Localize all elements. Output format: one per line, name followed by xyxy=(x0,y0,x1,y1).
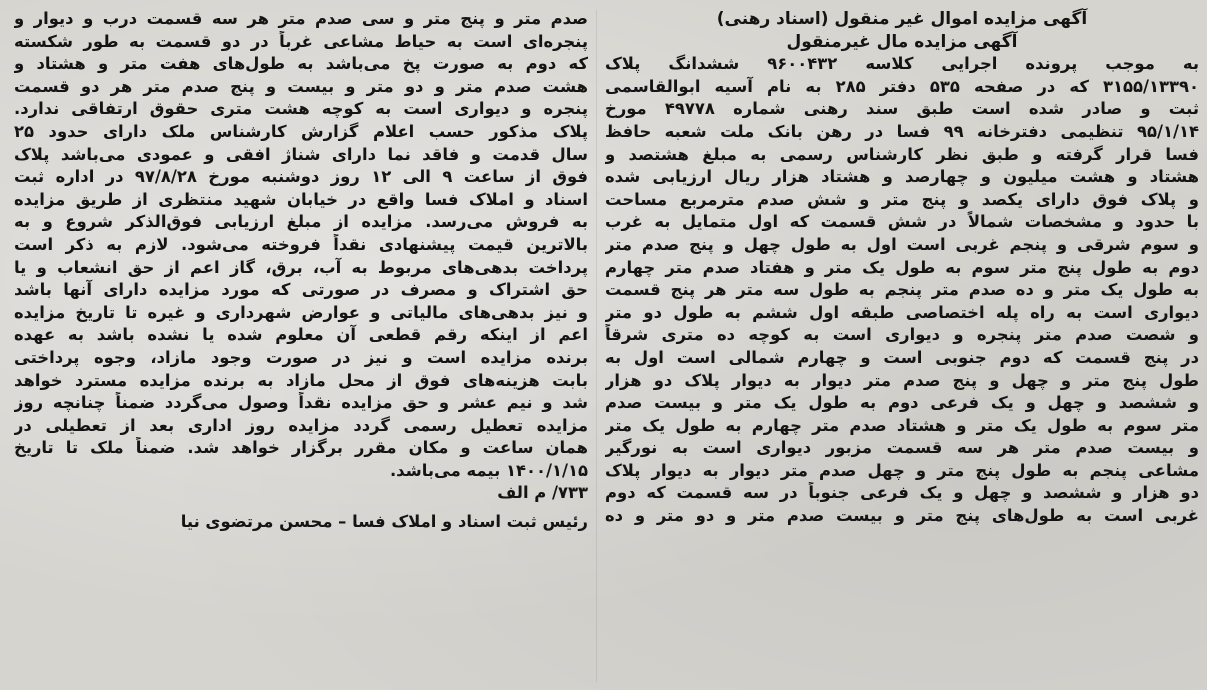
text-line: بالاترین قیمت پیشنهادی نقداً فروخته می‌شود. لازم به ذکر است xyxy=(14,234,588,254)
column-divider xyxy=(596,10,597,682)
text-line: پلاک مذکور حسب اعلام گزارش کارشناس ملک دارای حدود ۲۵ xyxy=(14,121,588,141)
text-line: مزایده تعطیل رسمی گردد مزایده روز اداری بعد از تعطیلی در xyxy=(14,415,588,435)
text-line: پرداخت بدهی‌های مربوط به آب، برق، گاز اعم از حق انشعاب و یا xyxy=(14,257,588,277)
text-line: هشتاد و هشت میلیون و چهارصد و هشتاد هزار ریال ارزیابی شده xyxy=(605,167,1199,187)
text-line: و بیست صدم متر هر سه قسمت مزبور دیواری است به نورگیر xyxy=(605,438,1199,458)
ad-reference: ۷۳۳/ م الف xyxy=(497,483,588,503)
text-line: همان ساعت و مکان مقرر برگزار خواهد شد. ضمناً ملک تا تاریخ xyxy=(14,438,588,458)
text-line: برنده مزایده است و نیز در صورت وجود مازاد، وجوه پرداختی xyxy=(14,347,588,367)
text-line: به موجب پرونده اجرایی کلاسه ۹۶۰۰۴۳۲ ششدانگ پلاک xyxy=(605,54,1199,74)
text-line: پنجره و دیواری است به کوچه هشت متری حقوق ارتفاقی ندارد. xyxy=(14,99,588,119)
text-line: دو هزار و ششصد و چهل و یک فرعی جنوباً در سه قسمت که دوم xyxy=(605,483,1199,503)
text-line: شد و نیم عشر و حق مزایده نقداً وصول می‌گردد ضمناً چنانچه روز xyxy=(14,393,588,413)
text-line: ۱۴۰۰/۱/۱۵ بیمه می‌باشد. xyxy=(389,460,588,480)
left-column xyxy=(14,8,588,534)
text-line: هشت صدم متر و دو متر و بیست و پنج صدم متر هر دو قسمت xyxy=(14,76,588,96)
text-line: سال قدمت و فاقد نما دارای شناژ افقی و عمودی می‌باشد پلاک xyxy=(14,144,588,164)
text-line: و نیز بدهی‌های مالیاتی و عوارض شهرداری و غیره تا تاریخ مزایده xyxy=(14,302,588,322)
text-line: با حدود و مشخصات شمالاً در شش قسمت که اول متمایل به غرب xyxy=(605,212,1199,232)
text-line: در پنج قسمت که دوم جنوبی است و چهارم شمالی است اول به xyxy=(605,347,1199,367)
text-line: ۹۵/۱/۱۴ تنظیمی دفترخانه ۹۹ فسا در رهن بانک ملت شعبه حافظ xyxy=(605,121,1199,141)
text-line: و پلاک فوق دارای یکصد و پنج متر و شش صدم مترمربع مساحت xyxy=(605,189,1199,209)
ad-title-main: آگهی مزایده اموال غیر منقول (اسناد رهنی) xyxy=(716,9,1088,29)
text-line: دیواری است به راه پله اختصاصی طبقه اول ششم به طول دو متر xyxy=(605,302,1199,322)
text-line: اعم از اینکه رقم قطعی آن معلوم شده یا نشده باشد به عهده xyxy=(14,325,588,345)
text-line: صدم متر و پنج متر و سی صدم متر هر سه قسمت درب و دیوار و xyxy=(14,9,588,28)
text-line: ۳۱۵۵/۱۳۳۹۰ که در صفحه ۵۳۵ دفتر ۲۸۵ به نام آسیه ابوالقاسمی xyxy=(605,76,1199,96)
text-line: متر سوم به طول یک متر و هشتاد صدم متر چهارم به طول یک متر xyxy=(605,415,1199,435)
text-line: و سوم شرقی و پنجم غربی است اول به طول چهل و پنج صدم متر xyxy=(605,234,1199,254)
text-line: و ششصد و چهل و یک فرعی دوم به طول یک متر و بیست صدم xyxy=(605,393,1199,413)
text-line: مشاعی پنجم به طول پنج متر و چهل صدم متر دیوار به دیوار پلاک xyxy=(605,460,1199,480)
text-line: ثبت و صادر شده است طبق سند رهنی شماره ۴۹۷۷۸ مورخ xyxy=(605,99,1199,119)
text-line: غربی است به طول‌های پنج متر و بیست صدم متر و دو متر و ده xyxy=(605,506,1199,526)
text-line: فسا قرار گرفته و طبق نظر کارشناس رسمی به مبلغ هشتصد و xyxy=(605,144,1199,164)
right-column xyxy=(605,8,1199,528)
text-line: اسناد و املاک فسا واقع در خیابان شهید منتظری از طریق مزایده xyxy=(14,189,588,209)
right-column-body xyxy=(605,53,1199,527)
text-line: به طول یک متر و ده صدم متر پنجم به طول سه متر هر پنج قسمت xyxy=(605,280,1199,300)
text-line: دوم به طول پنج متر سوم به طول یک متر و هفتاد صدم متر چهارم xyxy=(605,257,1199,277)
text-line: حق اشتراک و مصرف در صورتی که مورد مزایده دارای آنها باشد xyxy=(14,280,588,300)
ad-title-sub: آگهی مزایده مال غیرمنقول xyxy=(786,31,1018,52)
text-line: که دوم به صورت پخ می‌باشد به طول‌های هفت متر و هشتاد و xyxy=(14,54,588,74)
text-line: و شصت صدم متر پنجره و دیواری است به کوچه ده متری شرقاً xyxy=(605,325,1199,345)
text-line: بابت هزینه‌های فوق از محل مازاد به برنده مزایده مسترد خواهد xyxy=(14,370,588,390)
text-line: به فروش می‌رسد. مزایده از مبلغ ارزیابی فوق‌الذکر شروع و به xyxy=(14,212,588,232)
text-line: طول پنج متر و چهل و پنج صدم متر دیوار به دیوار پلاک دو هزار xyxy=(605,370,1199,390)
signature-line: رئیس ثبت اسناد و املاک فسا – محسن مرتضوی نیا xyxy=(180,512,588,532)
text-line: فوق از ساعت ۹ الی ۱۲ روز دوشنبه مورخ ۹۷/۸/۲۸ در اداره ثبت xyxy=(14,167,588,187)
text-line: پنجره‌ای است به حیاط مشاعی غرباً در دو قسمت به طور شکسته xyxy=(14,31,588,51)
